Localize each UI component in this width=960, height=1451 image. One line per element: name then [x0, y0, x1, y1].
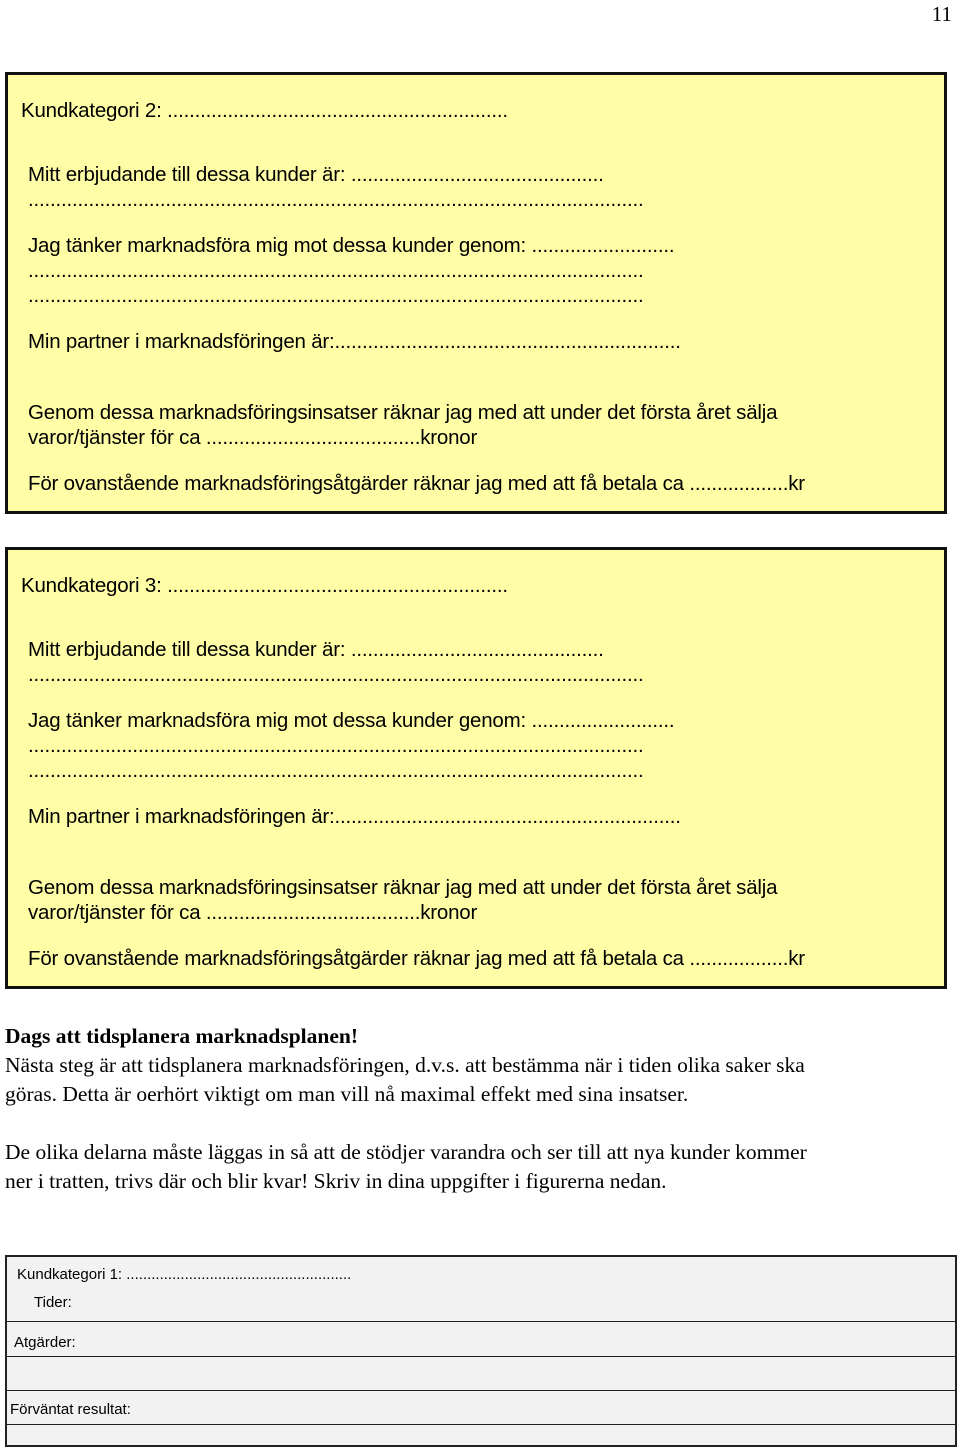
offer-line: Mitt erbjudande till dessa kunder är: ..............................................	[28, 163, 604, 186]
schedule-row-result	[7, 1390, 955, 1425]
customer-category-3-box	[5, 547, 947, 989]
times-label: Tider:	[34, 1294, 72, 1311]
paragraph-1-line-1: Nästa steg är att tidsplanera marknadsföringen, d.v.s. att bestämma när i tiden olika saker ska	[5, 1053, 805, 1077]
instructions-section	[5, 1022, 950, 1196]
paragraph-2-line-1: De olika delarna måste läggas in så att de stödjer varandra och ser till att nya kunder kommer	[5, 1140, 807, 1164]
cost-line: För ovanstående marknadsföringsåtgärder räknar jag med att få betala ca ..................kr	[28, 472, 805, 495]
schedule-figure	[5, 1255, 957, 1447]
category-label: Kundkategori 1: ......................................................	[17, 1266, 352, 1283]
sales-goal-line: Genom dessa marknadsföringsinsatser räknar jag med att under det första året sälja	[28, 401, 778, 424]
offer-dots-line: ................................................................................................................	[28, 663, 644, 686]
marketing-dots-line-1: ................................................................................................................	[28, 259, 644, 282]
paragraph-1-line-2: göras. Detta är oerhört viktigt om man vill nå maximal effekt med sina insatser.	[5, 1082, 689, 1106]
marketing-dots-line-2: ................................................................................................................	[28, 284, 644, 307]
expected-result-label: Förväntat resultat:	[10, 1401, 131, 1418]
partner-line: Min partner i marknadsföringen är:...............................................................	[28, 805, 681, 828]
page-number: 11	[931, 2, 952, 26]
customer-category-2-box	[5, 72, 947, 514]
cost-line: För ovanstående marknadsföringsåtgärder räknar jag med att få betala ca ..................kr	[28, 947, 805, 970]
category-title: Kundkategori 2: ..............................................................	[21, 99, 508, 122]
schedule-row-blank	[7, 1356, 955, 1391]
marketing-dots-line-2: ................................................................................................................	[28, 759, 644, 782]
sales-goal-line: Genom dessa marknadsföringsinsatser räknar jag med att under det första året sälja	[28, 876, 778, 899]
section-heading: Dags att tidsplanera marknadsplanen!	[5, 1024, 359, 1048]
paragraph-2-line-2: ner i tratten, trivs där och blir kvar! Skriv in dina uppgifter i figurerna nedan.	[5, 1169, 667, 1193]
sales-goal-amount-line: varor/tjänster för ca .......................................kronor	[28, 901, 478, 924]
schedule-row-actions	[7, 1321, 955, 1357]
actions-label: Atgärder:	[14, 1334, 76, 1351]
partner-line: Min partner i marknadsföringen är:...............................................................	[28, 330, 681, 353]
offer-dots-line: ................................................................................................................	[28, 188, 644, 211]
marketing-line: Jag tänker marknadsföra mig mot dessa kunder genom: ..........................	[28, 234, 675, 257]
paragraph-spacer	[5, 1109, 950, 1138]
offer-line: Mitt erbjudande till dessa kunder är: ..............................................	[28, 638, 604, 661]
schedule-row-header	[7, 1257, 955, 1322]
category-title: Kundkategori 3: ..............................................................	[21, 574, 508, 597]
sales-goal-amount-line: varor/tjänster för ca .......................................kronor	[28, 426, 478, 449]
marketing-dots-line-1: ................................................................................................................	[28, 734, 644, 757]
marketing-line: Jag tänker marknadsföra mig mot dessa kunder genom: ..........................	[28, 709, 675, 732]
